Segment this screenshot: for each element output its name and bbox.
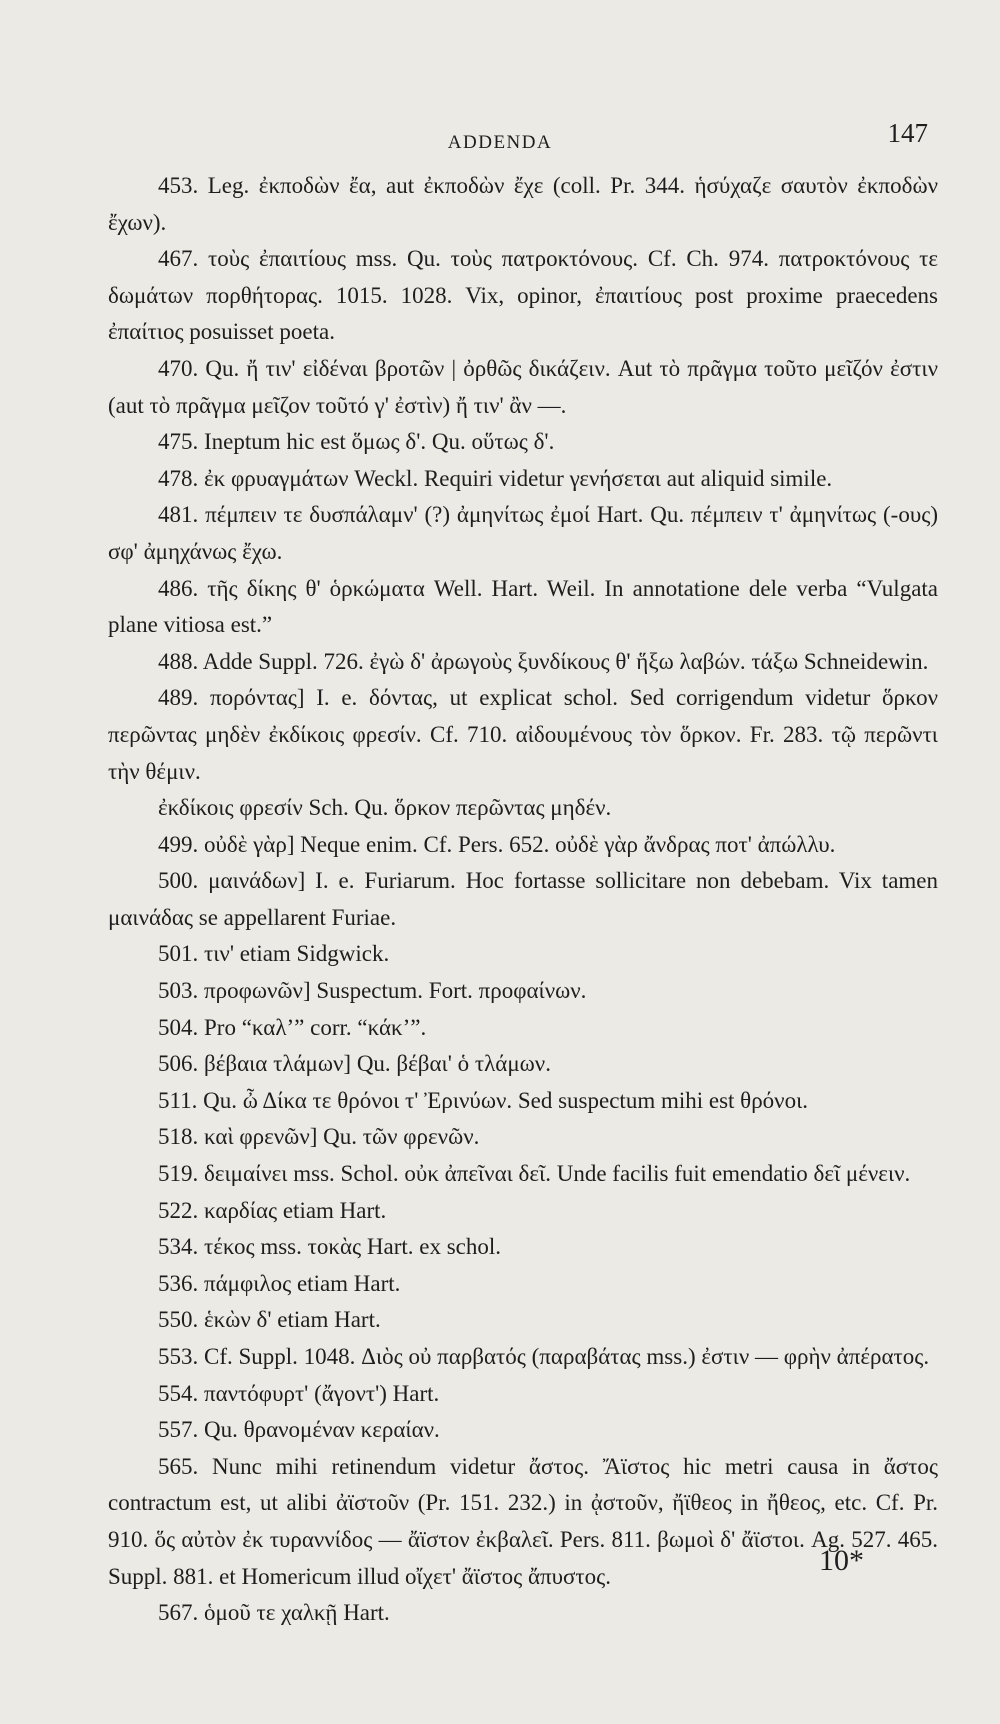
note-534: 534. τέκος mss. τοκὰς Hart. ex schol.	[158, 1234, 502, 1260]
note-565: 565. Nunc mihi retinendum videtur ἄστος. Ἄϊστος hic metri causa in ἄστος contractum est, ut alibi ἀϊστοῦν (Pr. 151. 232.) in ᾀστοῦν, ἤϊθεος in ἤθεος, etc. Cf. Pr. 910. ὅς αὐτὸν ἐκ τυραννίδος — ἄϊστον ἐκβαλεῖ. Pers. 811. βωμοὶ δ' ἄϊστοι. Ag. 527. 465. Suppl. 881. et Homericum illud οἴχετ' ἄϊστος ἄπυστος.	[108, 1453, 938, 1589]
note-489-continued: ἐκδίκοις φρεσίν Sch. Qu. ὅρκον περῶντας μηδέν.	[158, 795, 612, 821]
signature-mark: 10*	[819, 1544, 864, 1577]
note-489: 489. πορόντας] I. e. δόντας, ut explicat schol. Sed corrigendum videtur ὅρκον περῶντας μηδὲν ἐκδίκοις φρεσίν. Cf. 710. αἰδουμένους τὸν ὅρκον. Fr. 283. τῷ περῶντι τὴν θέμιν.	[108, 685, 938, 784]
note-536: 536. πάμφιλος etiam Hart.	[158, 1270, 401, 1296]
note-522: 522. καρδίας etiam Hart.	[158, 1197, 387, 1223]
note-453: 453. Leg. ἐκποδὼν ἔα, aut ἐκποδὼν ἔχε (coll. Pr. 344. ἡσύχαζε σαυτὸν ἐκποδὼν ἔχων).	[108, 173, 938, 235]
note-499: 499. οὐδὲ γὰρ] Neque enim. Cf. Pers. 652. οὐδὲ γὰρ ἄνδρας ποτ' ἀπώλλυ.	[158, 831, 836, 857]
note-470: 470. Qu. ἤ τιν' εἰδέναι βροτῶν | ὀρθῶς δικάζειν. Aut τὸ πρᾶγμα τοῦτο μεῖζόν ἐστιν (aut τὸ πρᾶγμα μεῖζον τοῦτό γ' ἐστὶν) ἤ τιν' ἂν —.	[108, 355, 938, 418]
note-478: 478. ἐκ φρυαγμάτων Weckl. Requiri videtur γενήσεται aut aliquid simile.	[158, 465, 833, 491]
note-486: 486. τῆς δίκης θ' ὁρκώματα Well. Hart. Weil. In annotatione dele verba “Vulgata plane vitiosa est.”	[108, 575, 938, 638]
note-481: 481. πέμπειν τε δυσπάλαμν' (?) ἀμηνίτως ἐμοί Hart. Qu. πέμπειν τ' ἀμηνίτως (-ους) σφ' ἀμηχάνως ἔχω.	[108, 502, 938, 564]
note-519: 519. δειμαίνει mss. Schol. οὐκ ἀπεῖναι δεῖ. Unde facilis fuit emendatio δεῖ μένειν.	[158, 1161, 911, 1187]
note-567: 567. ὁμοῦ τε χαλκῇ Hart.	[158, 1600, 390, 1626]
note-553: 553. Cf. Suppl. 1048. Διὸς οὐ παρβατός (παραβάτας mss.) ἐστιν — φρὴν ἀπέρατος.	[158, 1344, 930, 1369]
notes-body	[108, 168, 938, 1632]
note-488: 488. Adde Suppl. 726. ἐγὼ δ' ἀρωγοὺς ξυνδίκους θ' ἥξω λαβών. τάξω Schneidewin.	[158, 648, 929, 674]
note-503: 503. προφωνῶν] Suspectum. Fort. προφαίνων.	[158, 978, 587, 1004]
note-500: 500. μαινάδων] I. e. Furiarum. Hoc fortasse sollicitare non debebam. Vix tamen μαινάδας se appellarent Furiae.	[108, 868, 938, 930]
note-550: 550. ἑκὼν δ' etiam Hart.	[158, 1307, 381, 1333]
note-501: 501. τιν' etiam Sidgwick.	[158, 941, 390, 967]
note-504: 504. Pro “καλ’” corr. “κάκ’”.	[158, 1014, 427, 1040]
note-475: 475. Ineptum hic est ὅμως δ'. Qu. οὕτως δ'.	[158, 429, 555, 455]
page-header	[0, 118, 1000, 158]
note-557: 557. Qu. θρανομέναν κεραίαν.	[158, 1417, 440, 1443]
note-467: 467. τοὺς ἐπαιτίους mss. Qu. τοὺς πατροκτόνους. Cf. Ch. 974. πατροκτόνους τε δωμάτων πορθήτορας. 1015. 1028. Vix, opinor, ἐπαιτίους post proxime praecedens ἐπαίτιος posuisset poeta.	[108, 246, 938, 345]
note-506: 506. βέβαια τλάμων] Qu. βέβαι' ὁ τλάμων.	[158, 1051, 551, 1077]
note-518: 518. καὶ φρενῶν] Qu. τῶν φρενῶν.	[158, 1124, 480, 1150]
running-head: ADDENDA	[447, 132, 553, 153]
note-554: 554. παντόφυρτ' (ἄγοντ') Hart.	[158, 1380, 440, 1406]
note-511: 511. Qu. ὦ Δίκα τε θρόνοι τ' Ἐρινύων. Sed suspectum mihi est θρόνοι.	[158, 1087, 809, 1113]
page-number: 147	[887, 118, 928, 148]
